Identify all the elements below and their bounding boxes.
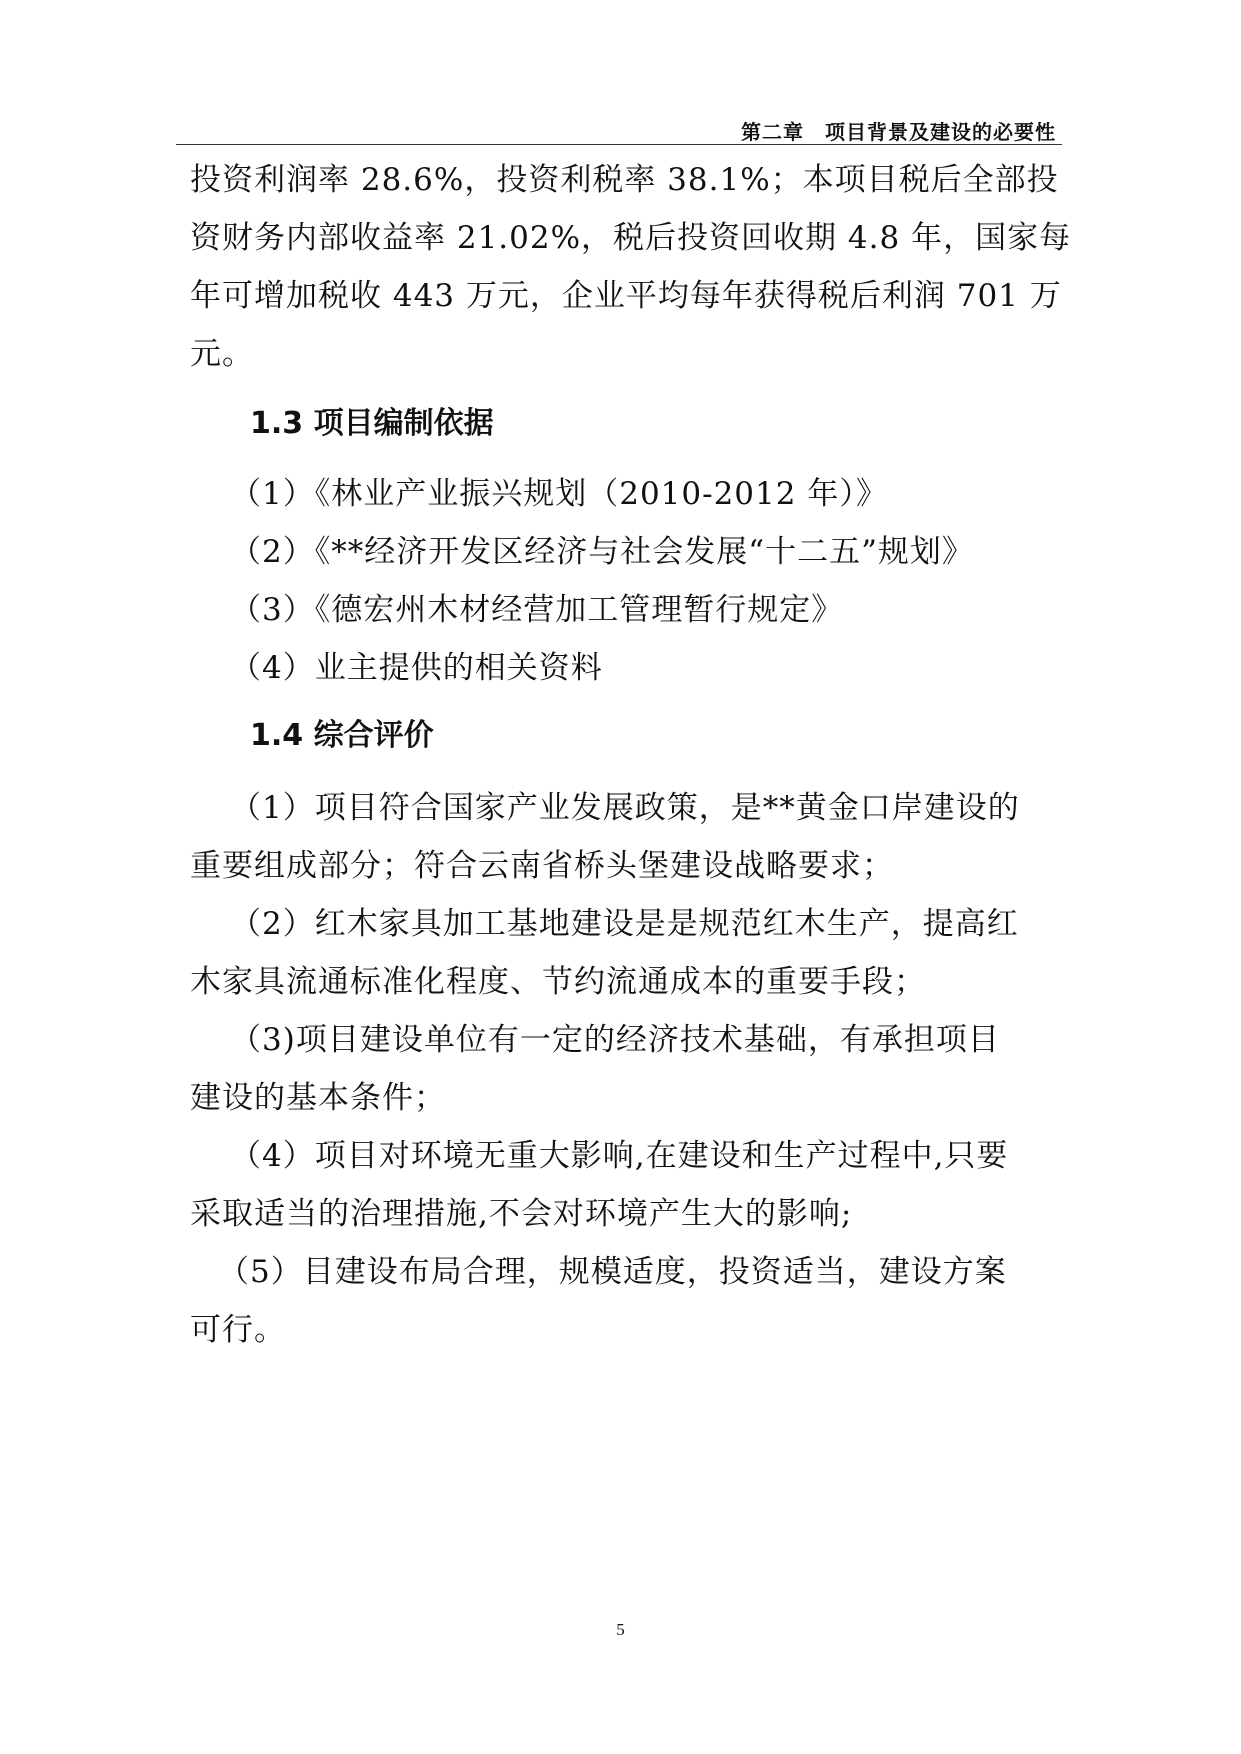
paragraph-line: （2）红木家具加工基地建设是是规范红木生产，提高红: [230, 906, 1019, 942]
paragraph-line: 可行。: [190, 1312, 286, 1348]
section-heading: 1.3 项目编制依据: [250, 406, 494, 441]
paragraph-line: 重要组成部分；符合云南省桥头堡建设战略要求；: [190, 848, 894, 884]
paragraph-line: 投资利润率 28.6%，投资利税率 38.1%；本项目税后全部投: [190, 162, 1059, 198]
list-item: （3）《德宏州木材经营加工管理暂行规定》: [230, 592, 844, 628]
list-item: （1）《林业产业振兴规划（2010-2012 年）》: [230, 476, 888, 512]
paragraph-line: 资财务内部收益率 21.02%，税后投资回收期 4.8 年，国家每: [190, 220, 1072, 256]
paragraph-line: 采取适当的治理措施,不会对环境产生大的影响;: [190, 1196, 853, 1232]
paragraph-line: （1）项目符合国家产业发展政策，是**黄金口岸建设的: [230, 790, 1020, 826]
paragraph-line: 元。: [190, 336, 254, 372]
paragraph-line: 木家具流通标准化程度、节约流通成本的重要手段；: [190, 964, 926, 1000]
list-item: （4）业主提供的相关资料: [230, 650, 603, 686]
paragraph-line: （5）目建设布局合理，规模适度，投资适当，建设方案: [218, 1254, 1007, 1290]
paragraph-line: （3)项目建设单位有一定的经济技术基础，有承担项目: [230, 1022, 1000, 1058]
chapter-title: 第二章 项目背景及建设的必要性: [741, 120, 1056, 144]
page-number: 5: [616, 1620, 625, 1639]
list-item: （2）《**经济开发区经济与社会发展“十二五”规划》: [230, 534, 974, 570]
section-heading: 1.4 综合评价: [250, 718, 434, 753]
paragraph-line: （4）项目对环境无重大影响,在建设和生产过程中,只要: [230, 1138, 1009, 1174]
paragraph-line: 建设的基本条件；: [190, 1080, 446, 1116]
page-header: [176, 114, 1062, 145]
paragraph-line: 年可增加税收 443 万元，企业平均每年获得税后利润 701 万: [190, 278, 1062, 314]
